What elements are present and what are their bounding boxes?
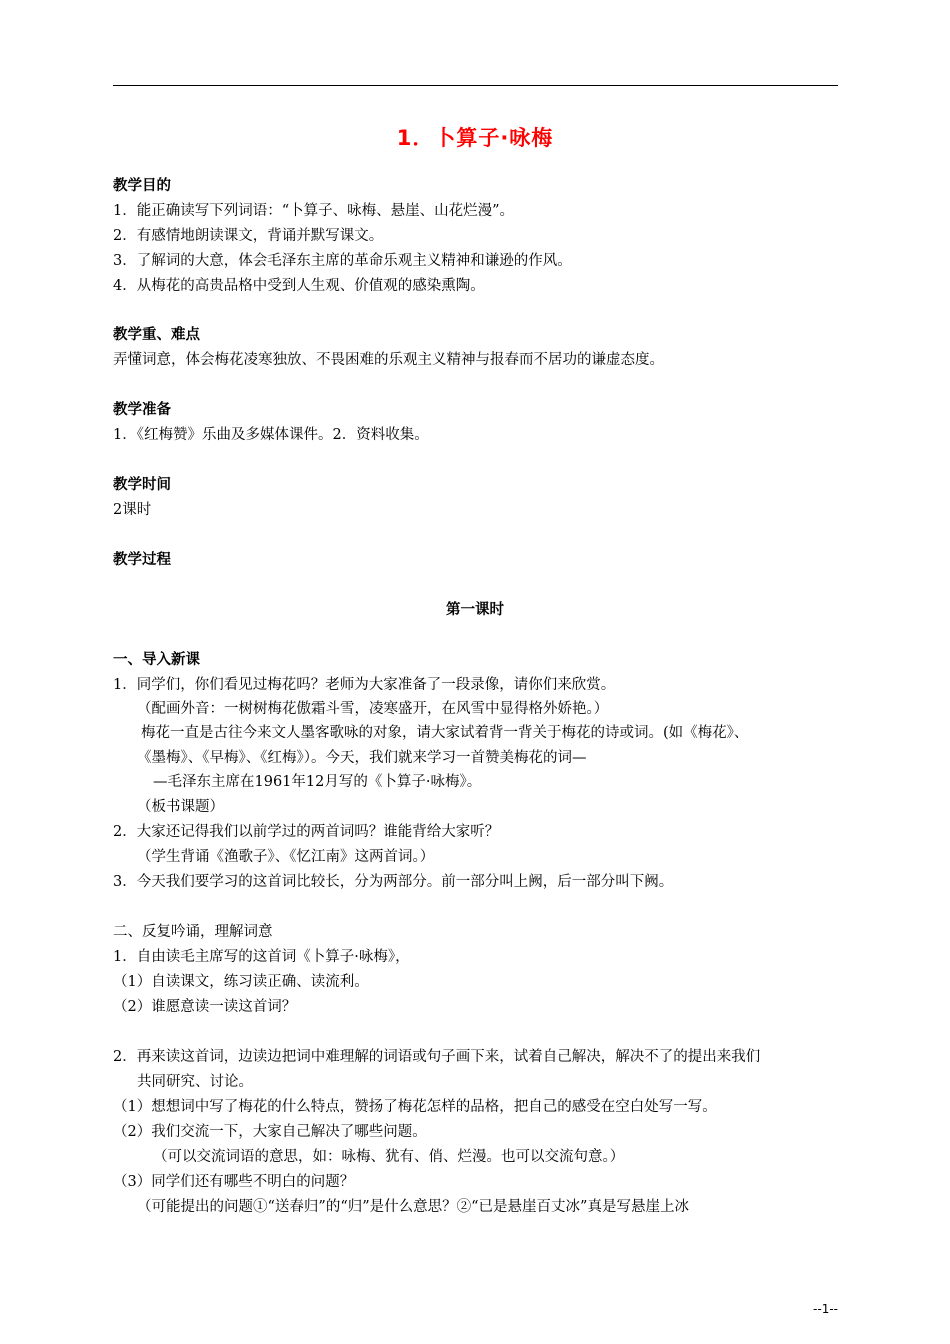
- part2-line: （2）我们交流一下，大家自己解决了哪些问题。: [113, 1124, 427, 1140]
- part1-line: 2．大家还记得我们以前学过的两首词吗？谁能背给大家听？: [113, 824, 500, 840]
- key-text: 弄懂词意，体会梅花凌寒独放、不畏困难的乐观主义精神与报春而不居功的谦虚态度。: [113, 352, 664, 368]
- part2-line: （1）自读课文，练习读正确、读流利。: [113, 974, 369, 990]
- goal-item: 4．从梅花的高贵品格中受到人生观、价值观的感染熏陶。: [113, 278, 485, 294]
- goal-item: 1．能正确读写下列词语：“卜算子、咏梅、悬崖、山花烂漫”。: [113, 203, 515, 219]
- part2-line: 1．自由读毛主席写的这首词《卜算子·咏梅》，: [113, 949, 410, 965]
- time-text: 2课时: [113, 502, 152, 518]
- part2-line: （可能提出的问题①“送春归”的“归”是什么意思？②“已是悬崖百丈冰”真是写悬崖上冰: [137, 1199, 689, 1215]
- page-number: --1--: [813, 1302, 838, 1316]
- part1-line: 1．同学们，你们看见过梅花吗？老师为大家准备了一段录像，请你们来欣赏。: [113, 677, 616, 693]
- part1-line: 《墨梅》、《早梅》、《红梅》）。今天，我们就来学习一首赞美梅花的词—: [137, 750, 587, 766]
- process-heading: 教学过程: [113, 552, 171, 568]
- part1-heading: 一、导入新课: [113, 652, 200, 668]
- part2-line: （1）想想词中写了梅花的什么特点，赞扬了梅花怎样的品格，把自己的感受在空白处写一写。: [113, 1099, 717, 1115]
- part1-line: 3．今天我们要学习的这首词比较长，分为两部分。前一部分叫上阙，后一部分叫下阙。: [113, 874, 674, 890]
- part1-line: （学生背诵《渔歌子》、《忆江南》这两首词。）: [137, 849, 435, 865]
- part1-line: （板书课题）: [137, 799, 224, 815]
- goals-heading: 教学目的: [113, 178, 171, 194]
- page-title: 1．卜算子·咏梅: [396, 126, 554, 150]
- part1-line: （配画外音：一树树梅花傲霜斗雪，凌寒盛开，在风雪中显得格外娇艳。）: [137, 701, 609, 717]
- part2-line: （2）谁愿意读一读这首词？: [113, 999, 297, 1015]
- goal-item: 3．了解词的大意，体会毛泽东主席的革命乐观主义精神和谦逊的作风。: [113, 253, 572, 269]
- prep-heading: 教学准备: [113, 402, 171, 418]
- part2-heading: 二、反复吟诵，理解词意: [113, 924, 273, 940]
- key-heading: 教学重、难点: [113, 327, 200, 343]
- lesson-heading: 第一课时: [446, 602, 504, 618]
- part2-line: 共同研究、讨论。: [137, 1074, 253, 1090]
- part2-line: （可以交流词语的意思，如：咏梅、犹有、俏、烂漫。也可以交流句意。）: [153, 1149, 625, 1165]
- header-rule: [113, 85, 838, 86]
- part2-line: 2．再来读这首词，边读边把词中难理解的词语或句子画下来，试着自己解决，解决不了的提出来我们: [113, 1049, 761, 1065]
- goal-item: 2．有感情地朗读课文，背诵并默写课文。: [113, 228, 384, 244]
- time-heading: 教学时间: [113, 477, 171, 493]
- prep-text: 1．《红梅赞》乐曲及多媒体课件。2．资料收集。: [113, 427, 429, 443]
- part2-line: （3）同学们还有哪些不明白的问题？: [113, 1174, 355, 1190]
- part1-line: —毛泽东主席在1961年12月写的《卜算子·咏梅》。: [153, 774, 482, 790]
- part1-line: 梅花一直是古往今来文人墨客歌咏的对象，请大家试着背一背关于梅花的诗或词。(如《梅花》、: [141, 725, 749, 741]
